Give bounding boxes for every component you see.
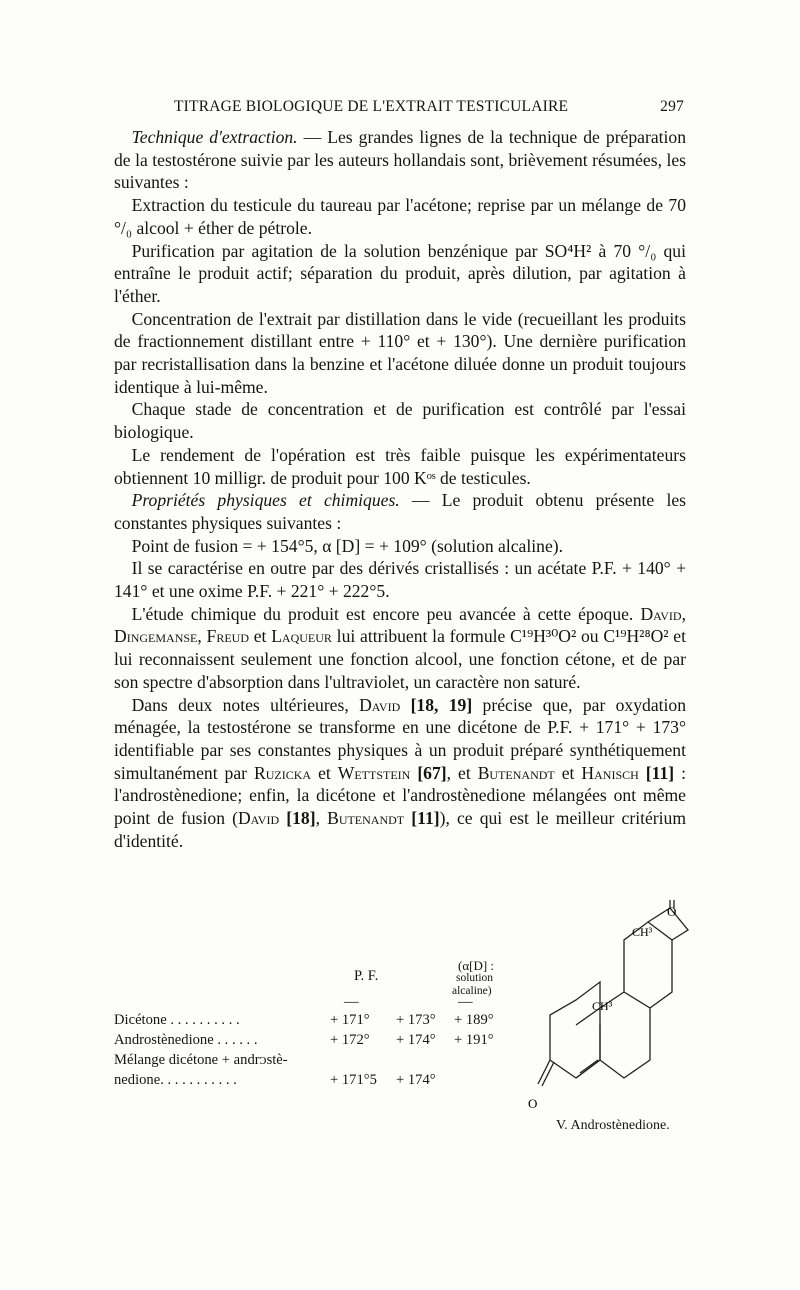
paragraph-text: Le rendement de l'opération est très faible puisque les expérimentateurs obtiennent 10 milligr. de produit pour 100 Kᵒˢ de testicules. [114, 444, 686, 488]
section-lead-proprietes: Propriétés physiques et chimiques. [131, 490, 400, 511]
pf-low: + 172° [330, 1032, 370, 1048]
row-label: nedione. . . . . . . . . . . [114, 1072, 237, 1088]
paragraph-text: — Le produit obtenu présente les constantes physiques suivantes : [114, 490, 686, 533]
paragraph-fusion [114, 535, 686, 558]
paragraph-text: Chaque stade de concentration et de purification est contrôlé par l'essai biologique. [114, 399, 686, 443]
pf-low: + 171° [330, 1012, 370, 1028]
column-dash: — [458, 994, 473, 1010]
paragraph-purification [114, 240, 686, 308]
methyl-label: CH³ [592, 999, 613, 1013]
paragraph-text: Point de fusion = + 154°5, α [D] = + 109° (solution alcaline). [131, 535, 564, 556]
paragraph-text: — Les grandes lignes de la technique de préparation de la testostérone suivie par les auteurs hollandais sont, brièvement résumées, les suivantes : [114, 127, 687, 193]
paragraph-text: et [311, 762, 338, 783]
pf-high: + 174° [396, 1072, 436, 1088]
section-lead-technique: Technique d'extraction. [131, 127, 298, 147]
author-name: David [359, 694, 401, 715]
row-label: Mélange dicétone + andrᴐstè- [114, 1052, 288, 1068]
paragraph-text: lui attribuent la formule C¹⁹H³⁰O² ou C¹⁹H²⁸O² et lui reconnaissent seulement une fonction alcool, une fonction cétone, et de par son spectre d'absorption dans l'ultraviolet, un caractère non saturé. [114, 626, 687, 692]
paragraph-controle [114, 398, 686, 443]
androstenedione-structure [520, 900, 700, 1120]
citation-ref: [18, 19] [400, 694, 473, 715]
column-dash: — [344, 994, 359, 1010]
author-name: Wettstein [337, 762, 411, 783]
citation-ref: [67] [410, 762, 447, 783]
pf-low: + 171°5 [330, 1072, 377, 1088]
atom-o-bottom: O [528, 1096, 538, 1111]
table-row [114, 1052, 514, 1074]
author-name: Butenandt [477, 762, 555, 783]
paragraph-derives [114, 557, 686, 602]
column-header-alpha: (α[D] : [458, 958, 495, 973]
paragraph-text: , [681, 603, 686, 624]
paragraph-text: Concentration de l'extrait par distillation dans le vide (recueillant les produits de fractionnement distillant entre + 110° et + 130°). Une dernière purification par recristallisation dans la benzine et l'acétone diluée donne un produit toujours identique à lui-même. [114, 308, 686, 397]
column-header-alpha-alcaline: alcaline) [452, 985, 492, 997]
table-row [114, 1072, 514, 1094]
author-name: Freud [206, 626, 249, 647]
citation-ref: [11] [404, 808, 440, 829]
table-row [114, 1012, 514, 1034]
author-name: David [237, 808, 280, 829]
paragraph-text: , [197, 626, 207, 647]
alpha-value: + 191° [454, 1032, 494, 1048]
citation-ref: [11] [638, 762, 675, 783]
paragraph-etude [114, 603, 686, 694]
paragraph-text: précise que, par oxydation ménagée, la testostérone se transforme en une dicétone de P.F. + 171° + 173° identifiable par ses constantes physiques à un produit préparé synthétiquement simultanément par [114, 694, 686, 783]
author-name: Dingemanse [114, 626, 198, 647]
running-title: TITRAGE BIOLOGIQUE DE L'EXTRAIT TESTICULAIRE [174, 98, 569, 115]
author-name: David [640, 603, 682, 624]
author-name: Butenandt [327, 808, 405, 829]
row-label: Dicétone . . . . . . . . . . [114, 1012, 240, 1028]
row-label: Androstènedione . . . . . . [114, 1032, 258, 1048]
paragraph-extraction [114, 194, 686, 239]
author-name: Laqueur [271, 626, 332, 647]
citation-ref: [18] [279, 808, 316, 829]
paragraph-rendement [114, 444, 686, 489]
paragraph-text: Extraction du testicule du taureau par l'acétone; reprise par un mélange de 70 °/₀ alcool + éther de pétrole. [114, 195, 686, 238]
paragraph-technique [114, 126, 686, 194]
author-name: Hanisch [581, 762, 639, 783]
column-header-alpha-solution: solution [456, 972, 494, 984]
paragraph-text: : l'androstènedione; enfin, la dicétone et l'androstènedione mélangées ont même point de fusion ( [114, 762, 686, 829]
author-name: Ruzicka [254, 762, 312, 783]
alpha-value: + 189° [454, 1012, 494, 1028]
paragraph-text: Il se caractérise en outre par des dérivés cristallisés : un acétate P.F. + 140° + 141° et une oxime P.F. + 221° + 222°5. [114, 558, 686, 602]
paragraph-text: et [248, 626, 272, 647]
paragraph-notes [114, 694, 686, 853]
paragraph-concentration [114, 308, 686, 399]
atom-o-top: O [667, 904, 677, 919]
paragraph-text: Dans deux notes ultérieures, [131, 694, 360, 715]
paragraph-text: , [315, 808, 328, 829]
paragraph-proprietes [114, 489, 686, 534]
body-text [114, 126, 686, 853]
paragraph-text: ), ce qui est le meilleur critérium d'identité. [114, 808, 687, 851]
paragraph-text: , et [446, 762, 478, 783]
pf-high: + 173° [396, 1012, 436, 1028]
table-row [114, 1032, 514, 1054]
paragraph-text: Purification par agitation de la solution benzénique par SO⁴H² à 70 °/₀ qui entraîne le produit actif; séparation du produit, après dilution, par agitation à l'éther. [114, 240, 686, 306]
methyl-label: CH³ [632, 925, 653, 939]
pf-high: + 174° [396, 1032, 436, 1048]
page-number: 297 [660, 98, 684, 115]
paragraph-text: L'étude chimique du produit est encore peu avancée à cette époque. [131, 603, 641, 624]
figure-caption: V. Androstènedione. [556, 1118, 670, 1133]
paragraph-text: et [554, 762, 582, 783]
column-header-pf: P. F. [354, 968, 379, 984]
